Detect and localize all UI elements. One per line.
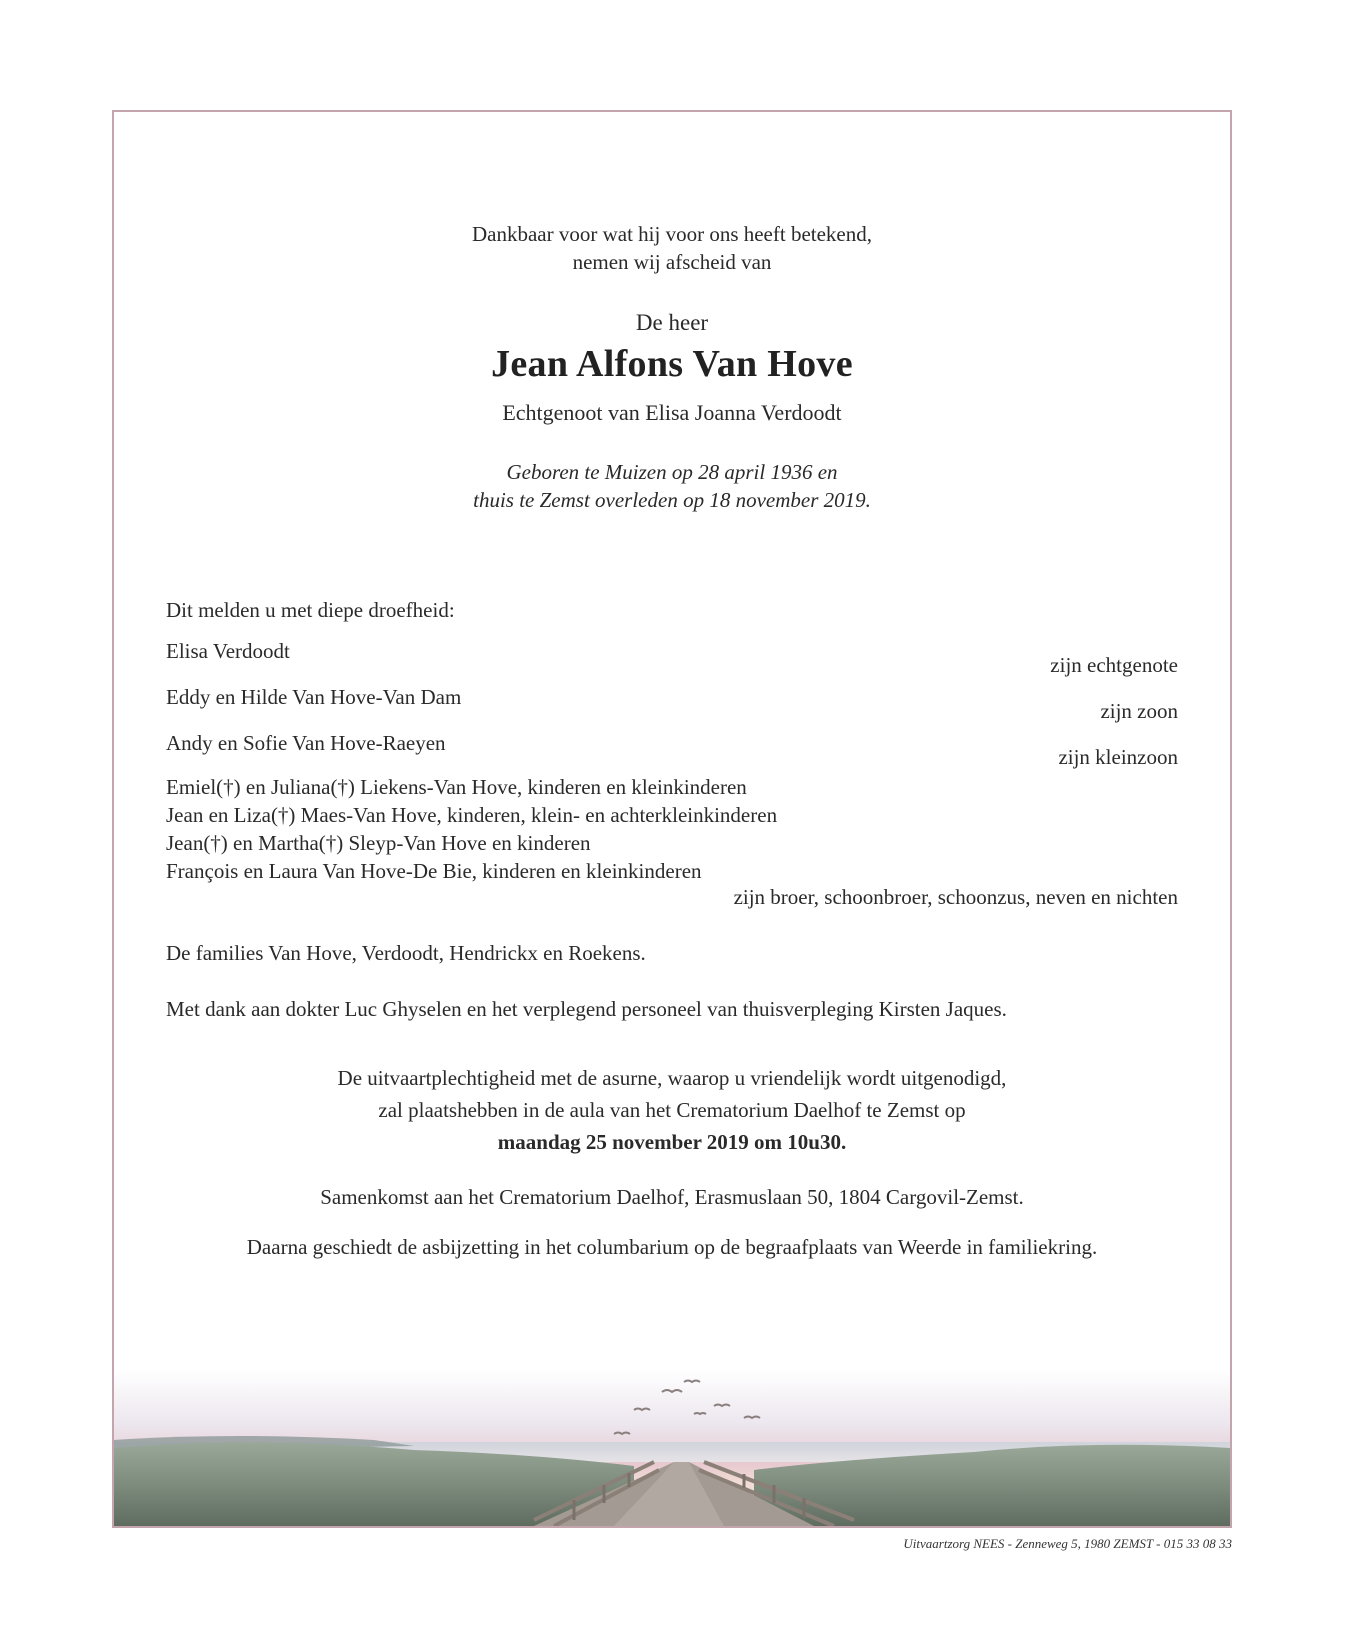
siblings-list bbox=[166, 773, 777, 885]
funeral-home-footer: Uitvaartzorg NEES - Zenneweg 5, 1980 ZEMST - 015 33 08 33 bbox=[903, 1536, 1232, 1551]
sibling-line: Emiel(†) en Juliana(†) Liekens-Van Hove, kinderen en kleinkinderen bbox=[166, 775, 747, 799]
mourner-name: Andy en Sofie Van Hove-Raeyen bbox=[166, 731, 446, 755]
thanks-line: Met dank aan dokter Luc Ghyselen en het verplegend personeel van thuisverpleging Kirsten Jaques. bbox=[166, 997, 1007, 1021]
gathering-line: Samenkomst aan het Crematorium Daelhof, Erasmuslaan 50, 1804 Cargovil-Zemst. bbox=[320, 1185, 1024, 1209]
birth-death-dates bbox=[114, 458, 1230, 514]
sibling-line: Jean(†) en Martha(†) Sleyp-Van Hove en kinderen bbox=[166, 831, 591, 855]
deceased-name: Jean Alfons Van Hove bbox=[491, 343, 853, 385]
ceremony-line-2: zal plaatshebben in de aula van het Crematorium Daelhof te Zemst op bbox=[378, 1098, 966, 1122]
announcement: Dit melden u met diepe droefheid: bbox=[166, 598, 455, 622]
mourner-relation: zijn echtgenote bbox=[1050, 653, 1178, 677]
intro-line-1: Dankbaar voor wat hij voor ons heeft betekend, bbox=[471, 222, 873, 246]
dates-line-2: thuis te Zemst overleden op 18 november 2019. bbox=[473, 488, 871, 512]
families-line: De families Van Hove, Verdoodt, Hendrickx en Roekens. bbox=[166, 941, 646, 965]
ceremony-datetime: maandag 25 november 2019 om 10u30. bbox=[497, 1130, 847, 1154]
mourner-relation: zijn zoon bbox=[1100, 699, 1178, 723]
sibling-line: Jean en Liza(†) Maes-Van Hove, kinderen, klein- en achterkleinkinderen bbox=[166, 803, 778, 827]
salutation: De heer bbox=[635, 310, 709, 335]
ceremony-info bbox=[114, 1062, 1230, 1158]
mourner-name: Eddy en Hilde Van Hove-Van Dam bbox=[166, 685, 462, 709]
intro-line-2: nemen wij afscheid van bbox=[572, 250, 772, 274]
sibling-line: François en Laura Van Hove-De Bie, kinderen en kleinkinderen bbox=[166, 859, 702, 883]
intro-text bbox=[114, 220, 1230, 276]
mourner-relation: zijn kleinzoon bbox=[1058, 745, 1178, 769]
spouse-line: Echtgenoot van Elisa Joanna Verdoodt bbox=[502, 400, 842, 425]
obituary-card bbox=[112, 110, 1232, 1528]
beach-boardwalk-image bbox=[114, 1370, 1230, 1526]
mourner-name: Elisa Verdoodt bbox=[166, 639, 290, 663]
dates-line-1: Geboren te Muizen op 28 april 1936 en bbox=[506, 460, 838, 484]
interment-line: Daarna geschiedt de asbijzetting in het columbarium op de begraafplaats van Weerde in familiekring. bbox=[246, 1235, 1098, 1259]
siblings-relation: zijn broer, schoonbroer, schoonzus, neven en nichten bbox=[733, 885, 1178, 909]
ceremony-line-1: De uitvaartplechtigheid met de asurne, waarop u vriendelijk wordt uitgenodigd, bbox=[337, 1066, 1007, 1090]
